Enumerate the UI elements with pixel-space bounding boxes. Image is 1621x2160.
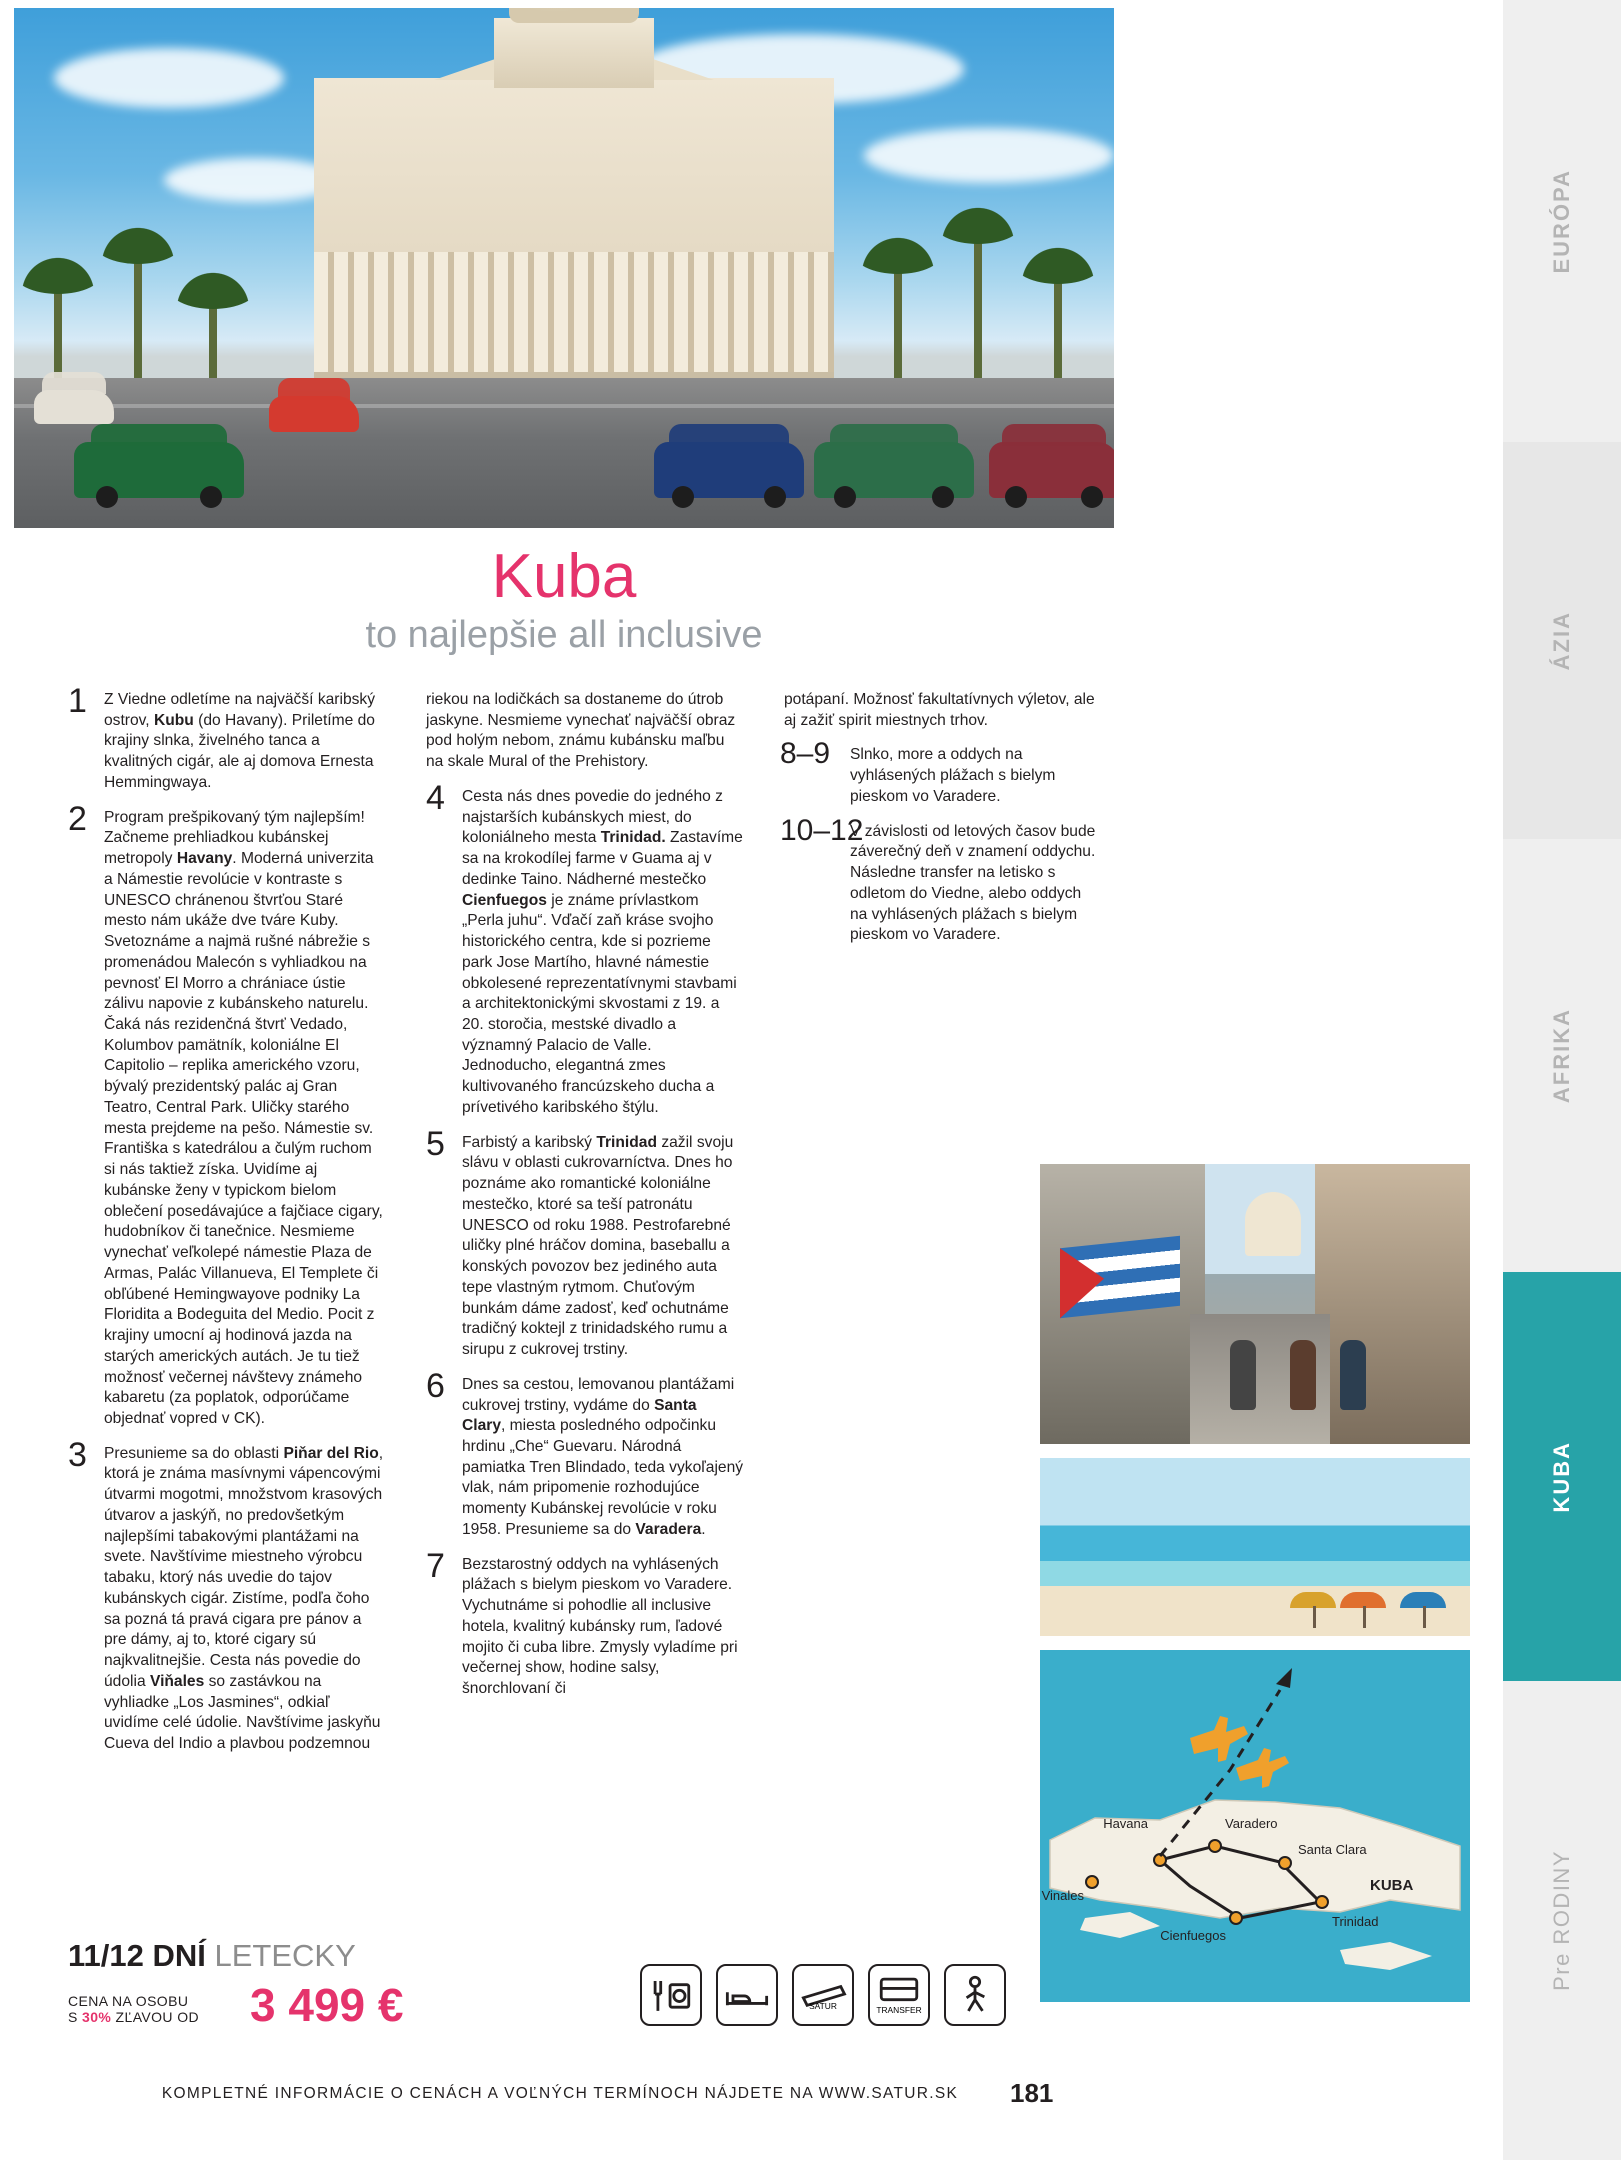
svg-text:SATUR: SATUR	[809, 2001, 837, 2012]
paragraph-text: Program prešpikovaný tým najlepším! Začneme prehliadkou kubánskej metropoly Havany. Moderná univerzita a Námestie revolúcie v kontraste s UNESCO chránenou štvrťou Staré mesto nám ukáže dve tváre Kuby. Svetoznáme a najmä rušné nábrežie s promenádou Malecón s vyhliadkou na pevnosť El Morro a chrániace ústie zálivu napovie z kubánskeho naturelu. Čaká nás rezidenčná štvrť Vedado, Kolumbov pamätník, koloniálne El Capitolio – replika amerického vzoru, bývalý prezidentský palác aj Gran Teatro, Central Park. Uličky starého mesta prejdeme na pešo. Námestie sv. Františka s katedrálou a čulým ruchom si nás taktiež získa. Uvidíme aj kubánske ženy v typickom bielom oblečení posedávajúce a fajčiace cigary, hudobníkov či tanečnice. Nesmieme vynechať veľkolepé námestie Plaza de Armas, Palác Villanueva, El Templete či obľúbené Hemingwayove podniky La Floridita a Bodeguita del Medio. Pocit z krajiny umocní aj hodinová jazda na starých amerických autách. Je tu tiež možnosť večernej návštevy známeho kabaretu (za poplatok, odporúčame objednať vopred v CK).	[104, 808, 383, 1427]
paragraph-continued	[784, 690, 1102, 731]
paragraph-text: Bezstarostný oddych na vyhlásených plážach s bielym pieskom vo Varadere. Vychutnáme si pohodlie all inclusive hotela, kvalitný kubánsky rum, ľadové mojito či cuba libre. Zmysly vyladíme pri večernej show, hodine salsy, šnorchlovaní či	[462, 1555, 738, 1698]
classic-car	[74, 442, 244, 498]
palm-tree	[209, 293, 217, 388]
article-columns	[68, 682, 1102, 1752]
column-3	[780, 690, 1102, 960]
beach-umbrella	[1290, 1592, 1336, 1608]
palm-tree	[894, 258, 902, 388]
duration-label	[68, 1938, 356, 1974]
paragraph-text: Cesta nás dnes povedie do jedného z najstarších kubánskych miest, do koloniálneho mesta Trinidad. Zastavíme sa na krokodílej farme v Guama aj v dedinke Taino. Nádherné mestečko Cienfuegos je známe prívlastkom „Perla juhu“. Vďačí zaň kráse svojho historického centra, kde si pozrieme park Jose Martího, hlavné námestie obkolesené reprezentatívnymi stavbami a architektonickými skvostami z 19. a 20. storočia, mestské divadlo a významný Palacio de Valle. Jednoducho, elegantná zmes kultivovaného francúzskeho ducha a prívetivého karibského štýlu.	[462, 787, 743, 1116]
itinerary-day-1	[68, 682, 386, 794]
beach-umbrella	[1340, 1592, 1386, 1608]
tab-kuba[interactable]	[1503, 1272, 1621, 1681]
capitol-building	[314, 78, 834, 378]
photo-dome	[1245, 1192, 1301, 1256]
price-label-per-person: CENA NA OSOBU	[68, 1993, 189, 2009]
paragraph-text: Dnes sa cestou, lemovanou plantážami cukrovej trstiny, vydáme do Santa Clary, miesta posledného odpočinku hrdinu „Che“ Guevaru. Národná pamiatka Tren Blindado, teda vykoľajený vlak, nám pripomenie rozhodujúce momenty Kubánskej revolúcie v roku 1958. Presunieme sa do Varadera.	[462, 1375, 744, 1538]
itinerary-day-2	[68, 799, 386, 1430]
trinidad-street-photo	[1040, 1164, 1470, 1444]
tab-pre-rodiny[interactable]	[1503, 1681, 1621, 2160]
day-number: 4	[426, 778, 445, 817]
paragraph-text: V závislosti od letových časov bude záverečný deň v znamení oddychu. Následne transfer na letisko s odletom do Viedne, alebo oddych na vyhlásených plážach s bielym pieskom vo Varadere.	[850, 822, 1096, 944]
day-number: 1	[68, 682, 87, 720]
itinerary-day-8–9	[780, 737, 1102, 807]
price-labels	[68, 1993, 199, 2025]
transfer-icon	[868, 1964, 930, 2026]
svg-text:KUBA: KUBA	[1370, 1877, 1414, 1894]
day-number: 2	[68, 799, 87, 838]
paragraph-text: Z Viedne odletíme na najväčší karibský ostrov, Kubu (do Havany). Priletíme do krajiny slnka, živelného tanca a kvalitných cigár, ale aj domova Ernesta Hemmingwaya.	[104, 691, 376, 791]
svg-text:Vinales: Vinales	[1041, 1888, 1084, 1903]
paragraph-text: Farbistý a karibský Trinidad zažil svoju slávu v oblasti cukrovarníctva. Dnes ho poznáme ako romantické koloniálne mestečko, ktoré sa teší patronátu UNESCO od roku 1988. Pestrofarebné uličky plné hráčov domina, baseballu a konských povozov bez jediného auta tepe vlastným rytmom. Chuťovým bunkám dáme zadosť, keď ochutnáme tradičný koktejl z trinidadského rumu a sirupu z cukrovej trstiny.	[462, 1133, 734, 1359]
pedestrian	[1230, 1340, 1256, 1410]
tab-europa[interactable]	[1503, 0, 1621, 442]
paragraph-text: potápaní. Možnosť fakultatívnych výletov, ale aj zažiť spirit miestnych trhov.	[784, 691, 1095, 729]
page-title: Kuba	[491, 542, 637, 611]
page-subtitle: to najlepšie all inclusive	[365, 614, 763, 656]
photo-wall-right	[1315, 1164, 1470, 1444]
included-services-icons	[640, 1964, 1006, 2026]
cuba-map	[1040, 1650, 1470, 2002]
svg-text:Santa Clara: Santa Clara	[1298, 1842, 1367, 1857]
pedestrian	[1340, 1340, 1366, 1410]
accommodation-icon	[716, 1964, 778, 2026]
map-graphic	[1040, 1650, 1470, 2002]
palm-tree	[1054, 268, 1062, 388]
paragraph-text: riekou na lodičkách sa dostaneme do útrob jaskyne. Nesmieme vynechať najväčší obraz pod holým nebom, známu kubánsku maľbu na skale Mural of the Prehistory.	[426, 691, 736, 771]
itinerary-day-6	[426, 1366, 744, 1541]
day-number: 3	[68, 1435, 87, 1474]
itinerary-day-3	[68, 1435, 386, 1755]
price-label-discount: S 30% ZĽAVOU OD	[68, 2009, 200, 2025]
hero-image-havana-capitol	[14, 8, 1114, 528]
tab-azia[interactable]	[1503, 442, 1621, 839]
column-2	[426, 690, 744, 1714]
page-number: 181	[1010, 2078, 1054, 2108]
footer-text: KOMPLETNÉ INFORMÁCIE O CENÁCH A VOĽNÝCH TERMÍNOCH NÁJDETE NA WWW.SATUR.SK	[161, 2085, 959, 2102]
day-number: 8–9	[780, 737, 831, 771]
section-tabs	[1503, 0, 1621, 2160]
tab-label: AFRIKA	[1549, 1008, 1574, 1104]
cloud	[864, 128, 1114, 183]
classic-car	[654, 442, 804, 498]
classic-car	[814, 442, 974, 498]
dome-base	[494, 18, 654, 88]
guide-icon	[944, 1964, 1006, 2026]
svg-text:Trinidad: Trinidad	[1332, 1914, 1379, 1929]
price-value: 3 499 €	[250, 1979, 404, 2031]
tab-label: EURÓPA	[1549, 168, 1574, 274]
cuban-flag	[1060, 1236, 1180, 1319]
classic-car	[989, 442, 1114, 498]
day-number: 5	[426, 1124, 445, 1163]
tab-label: Pre RODINY	[1549, 1850, 1574, 1992]
day-number: 10–12	[780, 813, 864, 847]
itinerary-day-5	[426, 1124, 744, 1361]
tab-label: KUBA	[1549, 1440, 1574, 1513]
column-1	[68, 682, 386, 1769]
colonnade	[314, 252, 834, 372]
classic-car	[269, 396, 359, 432]
svg-text:Cienfuegos: Cienfuegos	[1160, 1928, 1226, 1943]
paragraph-text: Slnko, more a oddych na vyhlásených plážach s bielym pieskom vo Varadere.	[850, 746, 1056, 805]
tab-label: ÁZIA	[1549, 611, 1574, 671]
palm-tree	[134, 248, 142, 388]
beach-umbrella	[1400, 1592, 1446, 1608]
palm-tree	[974, 228, 982, 388]
tab-afrika[interactable]	[1503, 839, 1621, 1272]
svg-text:TRANSFER: TRANSFER	[876, 2004, 922, 2015]
cloud	[54, 48, 284, 108]
day-number: 6	[426, 1366, 445, 1405]
duration-mode: LETECKY	[214, 1938, 356, 1973]
svg-text:Havana: Havana	[1103, 1816, 1148, 1831]
itinerary-day-7	[426, 1546, 744, 1700]
varadero-beach-photo	[1040, 1458, 1470, 1636]
itinerary-day-4	[426, 778, 744, 1119]
pedestrian	[1290, 1340, 1316, 1410]
day-number: 7	[426, 1546, 445, 1585]
dome	[509, 8, 639, 23]
paragraph-continued	[426, 690, 744, 773]
flight-ticket-icon	[792, 1964, 854, 2026]
duration-days: 11/12 DNÍ	[68, 1938, 206, 1973]
classic-car	[34, 390, 114, 424]
meals-icon	[640, 1964, 702, 2026]
itinerary-day-10–12	[780, 813, 1102, 946]
svg-text:Varadero: Varadero	[1225, 1816, 1278, 1831]
paragraph-text: Presunieme sa do oblasti Piňar del Rio, ktorá je známa masívnymi vápencovými útvarmi mogotmi, množstvom krasových útvarov a jaskýň, no predovšetkým najlepšími tabakovými plantážami na svete. Navštívime miestneho výrobcu tabaku, ktorý nás uvedie do tajov kubánskych cigár. Zistíme, podľa čoho sa pozná tá pravá cigara pre pánov a pre dámy, aj to, ktoré cigary sú najkvalitnejšie. Cesta nás povedie do údolia Viňales so zastávkou na vyhliadke „Los Jasmines“, odkiaľ uvidíme celé údolie. Navštívime jaskyňu Cueva del Indio a plavbou podzemnou	[104, 1444, 384, 1752]
